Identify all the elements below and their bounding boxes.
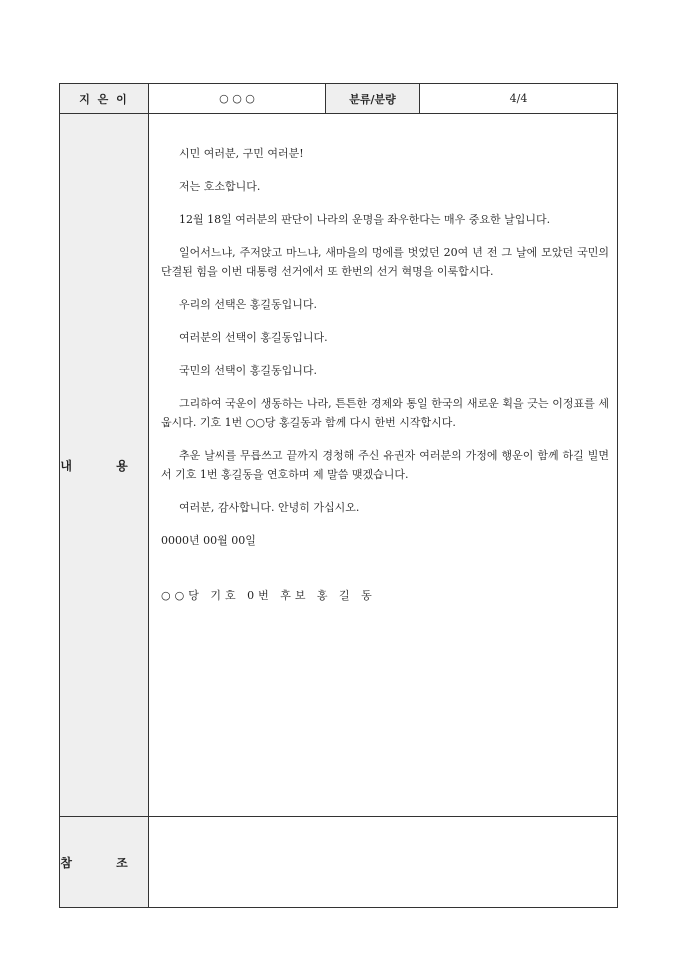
- form-table: [59, 83, 618, 908]
- paragraph: 추운 날씨를 무릅쓰고 끝까지 경청해 주신 유권자 여러분의 가정에 행운이 함께 하길 빌면서 기호 1번 홍길동을 연호하며 제 말씀 맺겠습니다.: [161, 449, 609, 481]
- paragraph: 여러분, 감사합니다. 안녕히 가십시오.: [179, 501, 360, 514]
- paragraph: 12월 18일 여러분의 판단이 나라의 운명을 좌우한다는 매우 중요한 날입니다.: [179, 213, 551, 226]
- author-label: 지 은 이: [60, 84, 149, 114]
- paragraph: 국민의 선택이 홍길동입니다.: [179, 364, 318, 377]
- paragraph: 여러분의 선택이 홍길동입니다.: [179, 331, 328, 344]
- document-sheet: [59, 83, 617, 908]
- signature-line: ○○당 기호 0번 후보 홍 길 동: [161, 589, 376, 602]
- reference-label: 참 조: [60, 817, 149, 908]
- date-line: 0000년 00월 00일: [161, 534, 256, 547]
- reference-value: [149, 817, 618, 908]
- content-body: [149, 114, 618, 817]
- paragraph: 저는 호소합니다.: [179, 180, 261, 193]
- header-row: [60, 84, 618, 114]
- category-value: 4/4: [420, 84, 618, 114]
- author-value: ○ ○ ○: [149, 84, 326, 114]
- paragraph: 그리하여 국운이 생동하는 나라, 튼튼한 경제와 통일 한국의 새로운 획을 긋는 이정표를 세웁시다. 기호 1번 ○○당 홍길동과 함께 다시 한번 시작합시다.: [161, 397, 609, 429]
- category-label: 분류/분량: [326, 84, 420, 114]
- paragraph: 우리의 선택은 홍길동입니다.: [179, 298, 318, 311]
- paragraph: 시민 여러분, 구민 여러분!: [179, 147, 304, 160]
- content-label: 내 용: [60, 114, 149, 817]
- paragraph: 일어서느냐, 주저앉고 마느냐, 새마을의 멍에를 벗었던 20여 년 전 그 날에 모았던 국민의 단결된 힘을 이번 대통령 선거에서 또 한번의 선거 혁명을 이룩합시다.: [161, 246, 609, 278]
- content-row: [60, 114, 618, 817]
- reference-row: [60, 817, 618, 908]
